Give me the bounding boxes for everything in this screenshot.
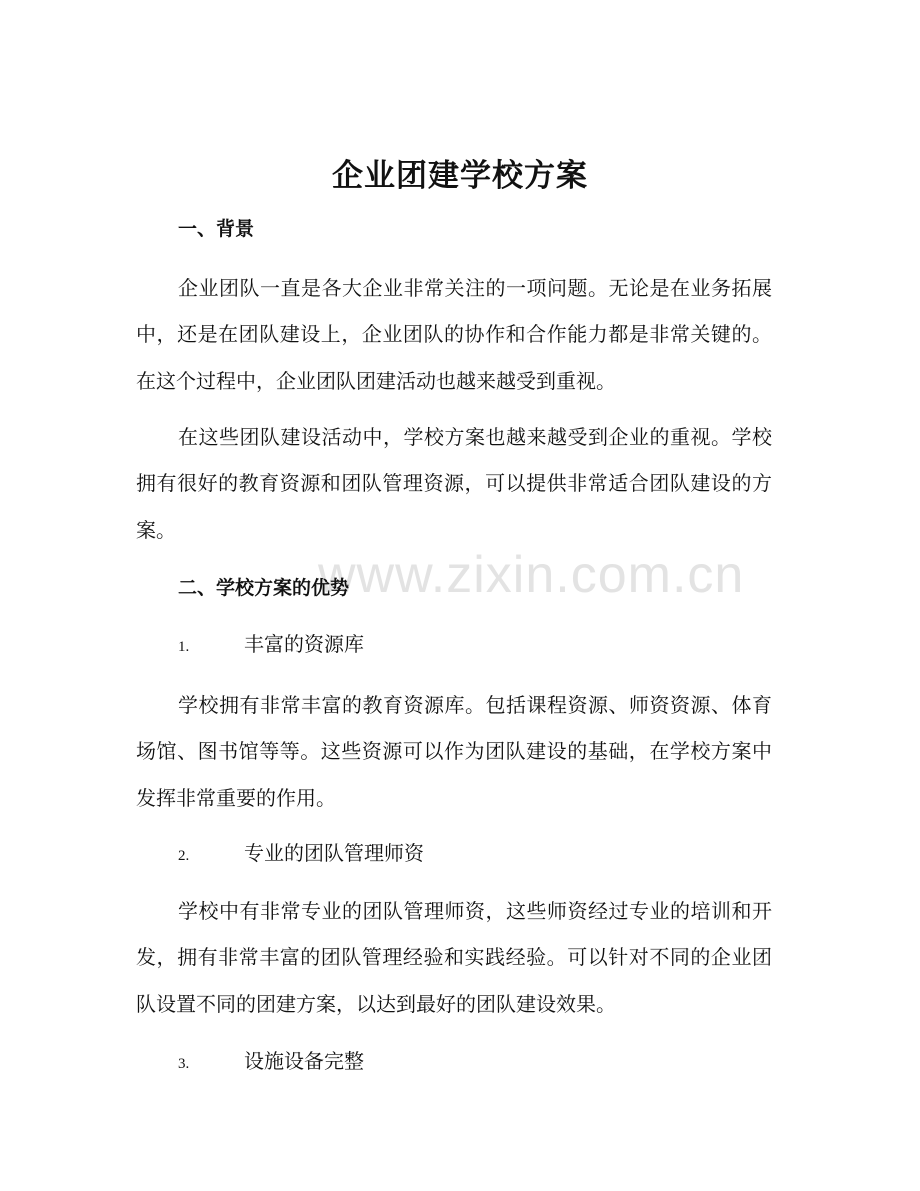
advantage-paragraph-1: 学校拥有非常丰富的教育资源库。包括课程资源、师资资源、体育场馆、图书馆等等。这些资源可以作为团队建设的基础，在学校方案中发挥非常重要的作用。	[136, 693, 772, 810]
background-paragraph-1: 企业团队一直是各大企业非常关注的一项问题。无论是在业务拓展中，还是在团队建设上，企业团队的协作和合作能力都是非常关键的。在这个过程中，企业团队团建活动也越来越受到重视。	[136, 276, 772, 393]
list-item-number: 3.	[178, 1056, 190, 1072]
list-item-1	[178, 629, 364, 662]
list-item-2	[178, 838, 424, 871]
watermark: www.zixin.com.cn	[318, 546, 745, 604]
document-title: 企业团建学校方案	[332, 158, 588, 194]
list-item-3	[178, 1046, 364, 1079]
background-paragraph-2: 在这些团队建设活动中，学校方案也越来越受到企业的重视。学校拥有很好的教育资源和团队管理资源，可以提供非常适合团队建设的方案。	[136, 425, 772, 542]
list-item-number: 2.	[178, 848, 190, 864]
list-item-label: 专业的团队管理师资	[244, 841, 424, 865]
list-item-number: 1.	[178, 639, 190, 655]
advantage-paragraph-2: 学校中有非常专业的团队管理师资，这些师资经过专业的培训和开发，拥有非常丰富的团队管理经验和实践经验。可以针对不同的企业团队设置不同的团建方案，以达到最好的团队建设效果。	[136, 899, 772, 1016]
list-item-label: 设施设备完整	[244, 1049, 364, 1073]
section-heading-advantages: 二、学校方案的优势	[178, 577, 350, 599]
section-heading-background: 一、背景	[178, 218, 255, 240]
list-item-label: 丰富的资源库	[244, 632, 364, 656]
